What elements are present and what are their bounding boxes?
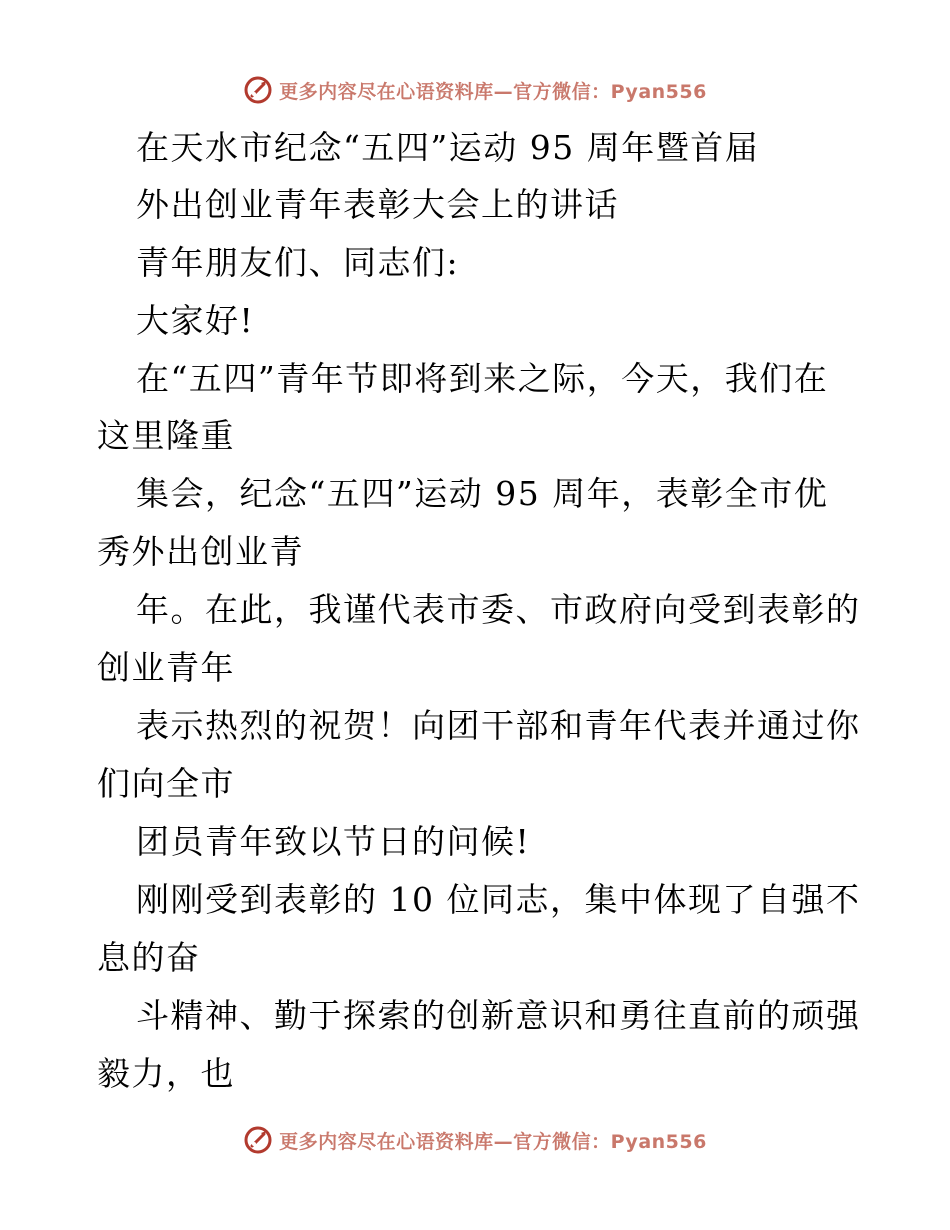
paragraph-line: 毅力，也 — [97, 1054, 235, 1093]
paragraph-line: 创业青年 — [97, 648, 235, 687]
header-banner — [0, 70, 950, 110]
paragraph-line: 团员青年致以节日的问候! — [136, 822, 531, 861]
paragraph-line: 年。在此，我谨代表市委、市政府向受到表彰的 — [136, 590, 861, 629]
greeting: 大家好! — [136, 301, 255, 340]
paragraph-line: 秀外出创业青 — [97, 532, 304, 571]
footer-banner — [0, 1120, 950, 1160]
paragraph-line: 息的奋 — [97, 938, 201, 977]
title-line-2: 外出创业青年表彰大会上的讲话 — [136, 185, 619, 224]
logo-icon — [243, 75, 273, 105]
paragraph-line: 斗精神、勤于探索的创新意识和勇往直前的顽强 — [136, 996, 861, 1035]
paragraph-line: 表示热烈的祝贺！向团干部和青年代表并通过你 — [136, 706, 861, 745]
paragraph-line: 在“五四”青年节即将到来之际，今天，我们在 — [136, 359, 829, 398]
title-line-1: 在天水市纪念“五四”运动 95 周年暨首届 — [136, 128, 760, 167]
paragraph-line: 刚刚受到表彰的 10 位同志，集中体现了自强不 — [136, 880, 861, 919]
paragraph-line: 们向全市 — [97, 764, 235, 803]
banner-text: 更多内容尽在心语资料库—官方微信：Pyan556 — [279, 1130, 707, 1153]
paragraph-line: 这里隆重 — [97, 416, 235, 455]
banner-text: 更多内容尽在心语资料库—官方微信：Pyan556 — [279, 80, 707, 103]
logo-icon — [243, 1125, 273, 1155]
salutation: 青年朋友们、同志们: — [136, 243, 460, 282]
paragraph-line: 集会，纪念“五四”运动 95 周年，表彰全市优 — [136, 474, 829, 513]
